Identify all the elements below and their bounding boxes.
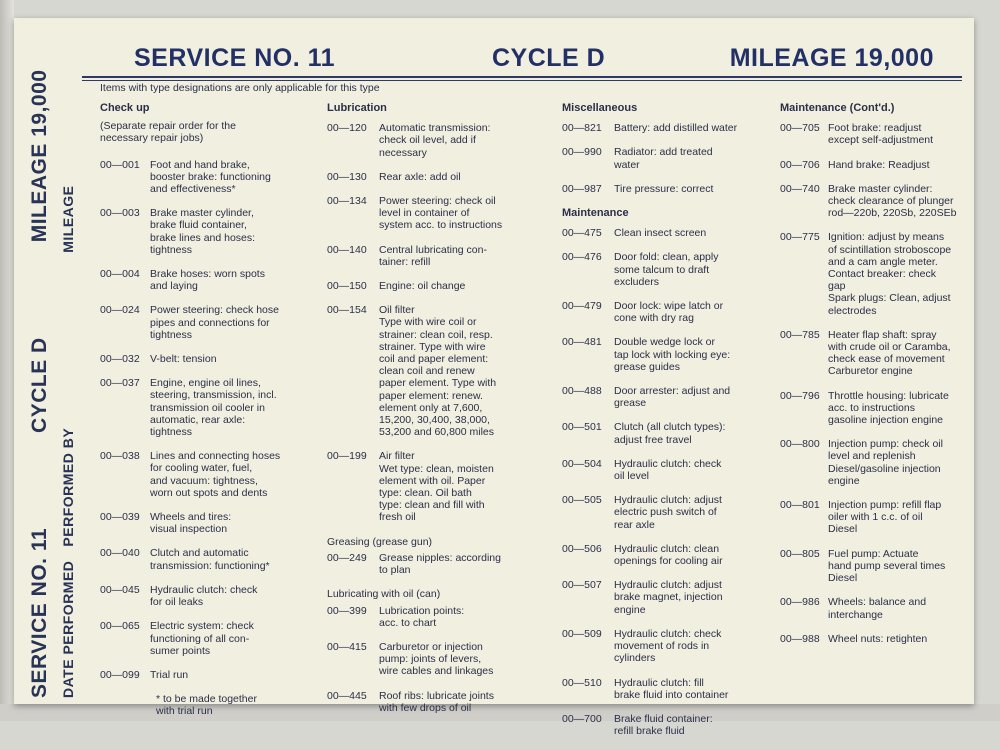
service-item (100, 268, 315, 292)
item-code: 00—039 (100, 511, 140, 524)
item-code: 00—004 (100, 268, 140, 281)
item-code: 00—796 (780, 389, 820, 402)
section-title: Maintenance (Cont'd.) (780, 102, 895, 114)
margin-mileage-label: MILEAGE (60, 185, 76, 253)
margin-line-2 (60, 186, 76, 699)
service-item (100, 669, 315, 681)
margin-labels (14, 58, 74, 698)
header-rule-thin (82, 80, 962, 81)
item-description: Hydraulic clutch: adjust electric push switch of rear axle (614, 494, 722, 531)
item-list (100, 159, 315, 682)
item-code: 00—706 (780, 158, 820, 171)
item-description: Wheel nuts: retighten (828, 632, 928, 645)
section-title: Maintenance (562, 207, 629, 220)
item-description: Radiator: add treated water (614, 146, 713, 171)
item-description: Injection pump: check oil level and replenish Diesel/gasoline injection engine (828, 438, 943, 487)
item-description: Battery: add distilled water (614, 122, 738, 135)
service-item (562, 628, 772, 665)
item-code: 00—415 (327, 640, 367, 653)
service-item (100, 159, 315, 196)
item-description: Heater flap shaft: spray with crude oil or Caramba, check ease of movement Carburetor engine (828, 328, 951, 378)
item-list (327, 552, 552, 576)
item-code: 00—099 (100, 668, 140, 681)
service-item (562, 713, 772, 737)
item-code: 00—805 (780, 547, 820, 560)
item-code: 00—507 (562, 579, 602, 592)
item-code: 00—775 (780, 231, 820, 244)
item-code: 00—801 (780, 499, 820, 512)
service-item (327, 244, 552, 268)
margin-line-1 (28, 70, 52, 698)
item-description: Roof ribs: lubricate joints with few drops of oil (379, 689, 494, 714)
item-code: 00—479 (562, 300, 602, 313)
footnote: * to be made together with trial run (156, 693, 257, 718)
section-subtitle: Lubricating with oil (can) (327, 588, 441, 601)
header-service: SERVICE NO. 11 (134, 44, 336, 72)
column-miscellaneous (562, 102, 772, 749)
service-item (780, 499, 980, 536)
item-description: Ignition: adjust by means of scintillation stroboscope and a cam angle meter. Contact breaker: check gap Spark plugs: Clean, adjust electrodes (828, 231, 952, 317)
item-code: 00—800 (780, 438, 820, 451)
service-item (100, 511, 315, 535)
service-item (100, 450, 315, 499)
service-item (100, 207, 315, 256)
item-code: 00—504 (562, 457, 602, 470)
item-code: 00—001 (100, 158, 140, 171)
item-description: Automatic transmission: check oil level, add if necessary (379, 122, 491, 159)
section-subtitle: Greasing (grease gun) (327, 535, 433, 548)
item-description: Hydraulic clutch: check oil level (614, 457, 722, 483)
section-title: Check up (100, 102, 150, 114)
service-item (562, 421, 772, 445)
service-item (562, 146, 772, 170)
service-item (780, 231, 980, 316)
item-description: Clutch and automatic transmission: functioning* (150, 547, 270, 572)
service-item (327, 450, 552, 523)
service-item (327, 122, 552, 159)
item-description: Foot brake: readjust except self-adjustment (828, 122, 934, 147)
service-item (780, 633, 980, 645)
item-description: Wheels: balance and interchange (828, 596, 927, 621)
service-item (562, 677, 772, 701)
service-item (327, 690, 552, 714)
margin-mileage: MILEAGE 19,000 (28, 69, 51, 243)
item-code: 00—003 (100, 207, 140, 220)
item-code: 00—785 (780, 328, 820, 341)
margin-performed-by: PERFORMED BY (60, 427, 76, 547)
item-description: Lines and connecting hoses for cooling water, fuel, and vacuum: tightness, worn out spots and dents (150, 450, 281, 499)
item-code: 00—150 (327, 280, 367, 293)
item-code: 00—134 (327, 195, 367, 208)
service-item (562, 122, 772, 134)
margin-cycle: CYCLE D (28, 337, 51, 433)
item-description: Hydraulic clutch: adjust brake magnet, injection engine (614, 579, 723, 616)
item-code: 00—821 (562, 122, 602, 135)
item-description: Engine, engine oil lines, steering, transmission, incl. transmission oil cooler in automatic, rear axle: tightness (150, 377, 277, 439)
item-description: Engine: oil change (379, 280, 466, 293)
header-rule (82, 76, 962, 78)
item-code: 00—038 (100, 450, 140, 463)
service-item (100, 353, 315, 365)
service-item (100, 304, 315, 341)
item-description: Injection pump: refill flap oiler with 1 c.c. of oil Diesel (828, 499, 942, 536)
item-code: 00—986 (780, 596, 820, 609)
service-item (327, 171, 552, 183)
item-code: 00—987 (562, 182, 602, 195)
column-check-up (100, 102, 315, 718)
item-description: Foot and hand brake, booster brake: functioning and effectiveness* (150, 158, 271, 196)
service-item (327, 552, 552, 576)
margin-service: SERVICE NO. 11 (28, 527, 51, 698)
service-item (100, 620, 315, 657)
item-description: Carburetor or injection pump: joints of levers, wire cables and linkages (379, 640, 494, 678)
item-code: 00—032 (100, 353, 140, 366)
item-code: 00—130 (327, 170, 367, 183)
item-description: Clutch (all clutch types): adjust free travel (614, 421, 726, 446)
service-item (562, 336, 772, 373)
service-item (780, 329, 980, 378)
item-description: Electric system: check functioning of all con- sumer points (150, 620, 254, 657)
service-item (562, 458, 772, 482)
service-item (562, 494, 772, 531)
column-lubrication (327, 102, 552, 726)
item-code: 00—988 (780, 632, 820, 645)
item-description: Tire pressure: correct (614, 182, 714, 195)
item-code: 00—040 (100, 547, 140, 560)
item-code: 00—700 (562, 712, 602, 725)
item-code: 00—488 (562, 385, 602, 398)
item-description: Throttle housing: lubricate acc. to instructions gasoline injection engine (828, 389, 949, 427)
service-item (780, 122, 980, 146)
service-item (562, 251, 772, 288)
service-item (780, 438, 980, 487)
item-list (327, 122, 552, 523)
item-code: 00—476 (562, 251, 602, 264)
section-title: Lubrication (327, 102, 387, 114)
service-item (100, 584, 315, 608)
item-code: 00—740 (780, 182, 820, 195)
item-code: 00—045 (100, 583, 140, 596)
service-item (562, 227, 772, 239)
item-description: Door arrester: adjust and grease (614, 385, 731, 410)
item-description: Grease nipples: according to plan (379, 551, 501, 577)
service-item (100, 377, 315, 438)
service-item (562, 300, 772, 324)
item-code: 00—506 (562, 542, 602, 555)
column-maintenance-contd (780, 102, 980, 657)
item-list (327, 605, 552, 714)
item-description: Door fold: clean, apply some talcum to draft excluders (614, 251, 719, 288)
section-subnote: (Separate repair order for the necessary repair jobs) (100, 120, 236, 145)
service-item (562, 183, 772, 195)
book-spine (0, 0, 14, 721)
item-list (562, 122, 772, 195)
item-code: 00—120 (327, 122, 367, 135)
item-description: Hydraulic clutch: check for oil leaks (150, 583, 258, 609)
item-description: Power steering: check hose pipes and connections for tightness (150, 304, 279, 341)
item-code: 00—990 (562, 146, 602, 159)
service-item (780, 548, 980, 585)
item-code: 00—445 (327, 689, 367, 702)
service-item (562, 385, 772, 409)
item-description: V-belt: tension (150, 353, 217, 366)
item-description: Oil filter Type with wire coil or strainer: clean coil, resp. strainer. Type with wire coil and paper element: clean coil and renew paper element. Type with paper element: renew. element only at 7,600, 15,200, 30,400, 38,000, 53,200 and 60,800 miles (379, 304, 497, 439)
type-note: Items with type designations are only applicable for this type (100, 82, 380, 94)
service-item (327, 605, 552, 629)
item-code: 00—505 (562, 494, 602, 507)
item-description: Double wedge lock or tap lock with locking eye: grease guides (614, 336, 731, 373)
service-item (780, 183, 980, 220)
item-code: 00—037 (100, 377, 140, 390)
header-mileage: MILEAGE 19,000 (729, 44, 934, 72)
item-list (562, 227, 772, 737)
item-description: Hydraulic clutch: check movement of rods in cylinders (614, 627, 722, 665)
item-description: Door lock: wipe latch or cone with dry rag (614, 300, 724, 325)
item-description: Wheels and tires: visual inspection (150, 511, 232, 536)
service-item (327, 195, 552, 232)
section-title: Miscellaneous (562, 102, 638, 114)
item-description: Trial run (150, 668, 189, 681)
item-description: Brake fluid container: refill brake fluid (614, 712, 713, 738)
item-code: 00—509 (562, 627, 602, 640)
item-code: 00—154 (327, 304, 367, 317)
item-code: 00—199 (327, 450, 367, 463)
item-description: Brake master cylinder: check clearance of plunger rod—220b, 220Sb, 220SEb (828, 182, 957, 220)
item-description: Brake master cylinder, brake fluid container, brake lines and hoses: tightness (150, 207, 256, 256)
item-code: 00—399 (327, 604, 367, 617)
item-description: Central lubricating con- tainer: refill (379, 243, 487, 268)
item-code: 00—140 (327, 243, 367, 256)
service-item (780, 390, 980, 427)
margin-date-performed: DATE PERFORMED (60, 560, 76, 698)
service-item (562, 579, 772, 616)
service-item (327, 641, 552, 678)
service-item (780, 596, 980, 620)
service-item (780, 159, 980, 171)
item-code: 00—024 (100, 304, 140, 317)
service-page (14, 18, 974, 738)
item-code: 00—249 (327, 551, 367, 564)
item-code: 00—065 (100, 620, 140, 633)
item-code: 00—481 (562, 336, 602, 349)
item-description: Brake hoses: worn spots and laying (150, 268, 265, 293)
item-code: 00—510 (562, 676, 602, 689)
service-item (327, 304, 552, 438)
header-cycle: CYCLE D (492, 44, 606, 72)
item-description: Rear axle: add oil (379, 170, 461, 183)
item-description: Fuel pump: Actuate hand pump several times Diesel (828, 547, 946, 585)
item-description: Hydraulic clutch: fill brake fluid into container (614, 676, 729, 701)
item-code: 00—475 (562, 227, 602, 240)
item-description: Air filter Wet type: clean, moisten element with oil. Paper type: clean. Oil bath type: clean and fill with fresh oil (379, 450, 494, 524)
item-code: 00—501 (562, 421, 602, 434)
item-description: Hand brake: Readjust (828, 158, 930, 171)
item-description: Clean insect screen (614, 227, 707, 240)
item-code: 00—705 (780, 122, 820, 135)
page-header (134, 38, 934, 78)
item-description: Hydraulic clutch: clean openings for cooling air (614, 542, 723, 568)
service-item (562, 543, 772, 567)
service-item (100, 547, 315, 571)
item-list (780, 122, 980, 645)
item-description: Lubrication points: acc. to chart (379, 604, 465, 629)
item-description: Power steering: check oil level in container of system acc. to instructions (379, 195, 503, 232)
service-item (327, 280, 552, 292)
